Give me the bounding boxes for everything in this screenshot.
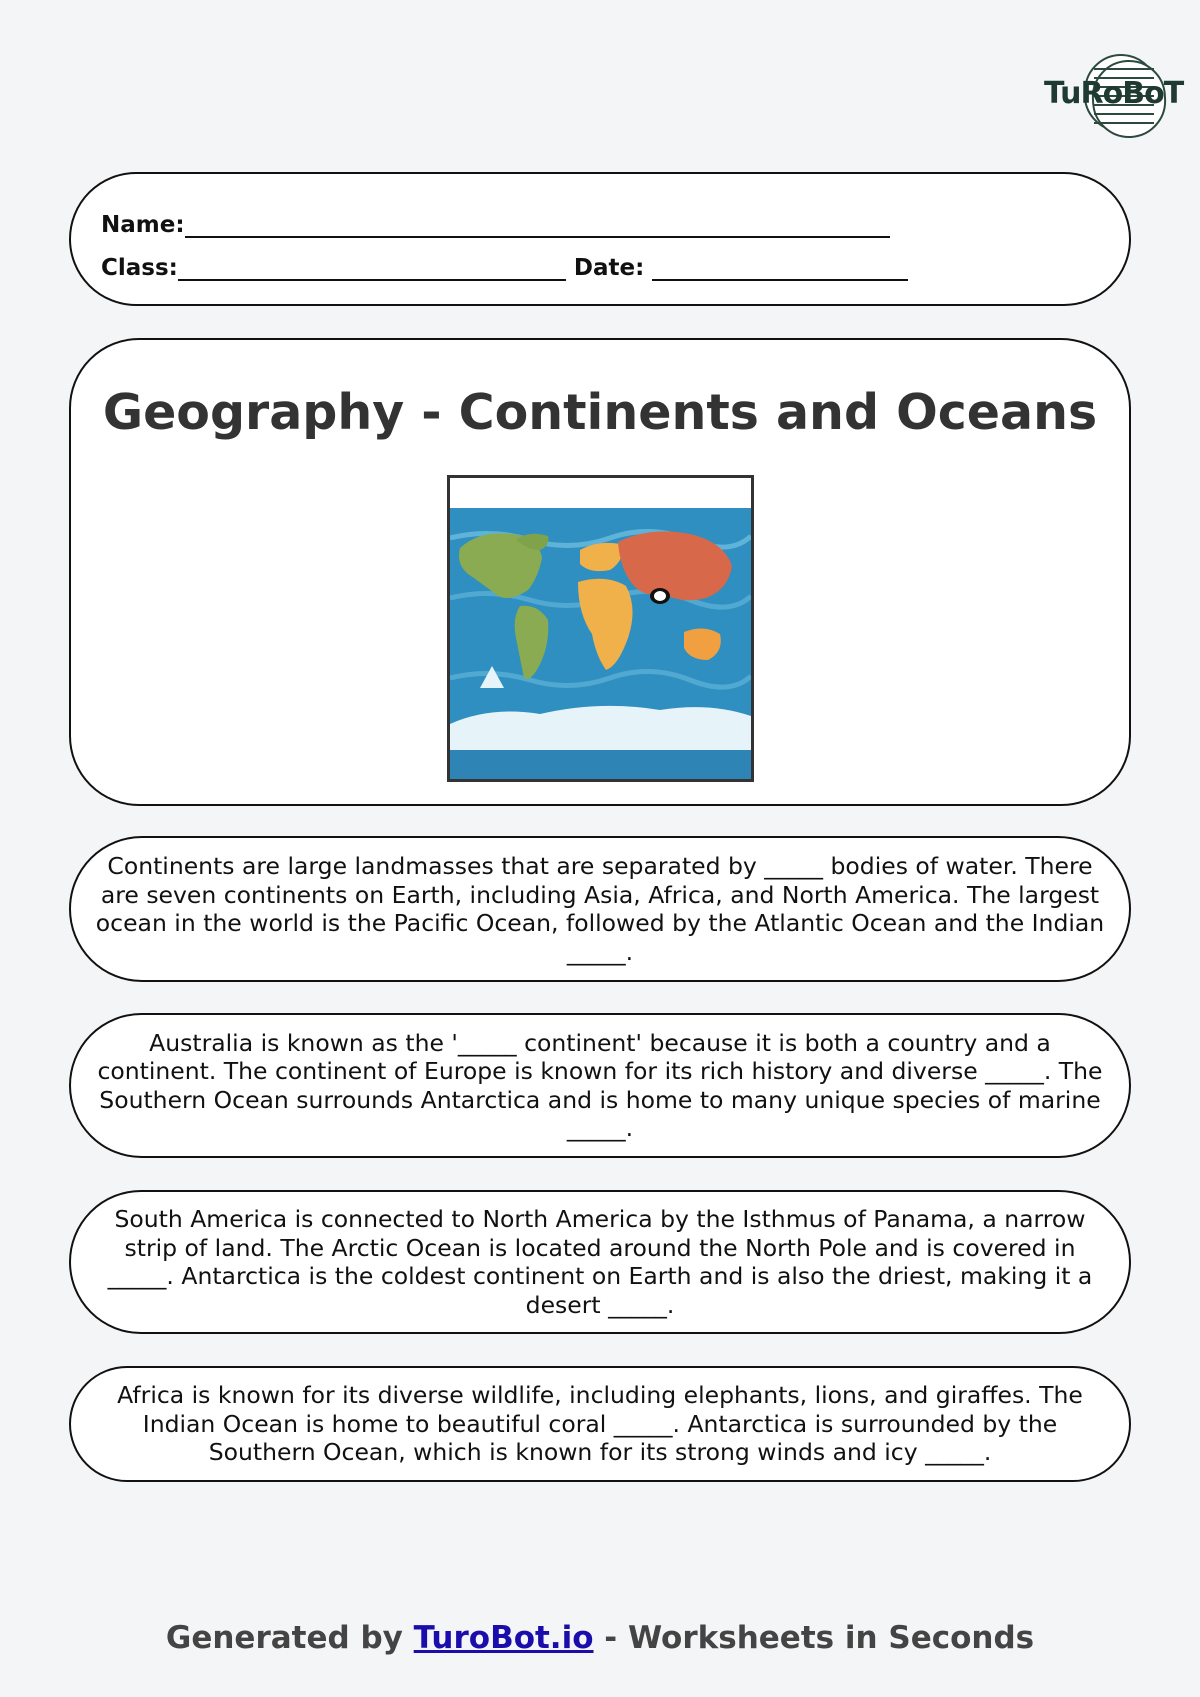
class-label: Class: [101, 255, 178, 281]
antarctica-shape [450, 706, 751, 750]
date-blank-line[interactable] [652, 257, 908, 281]
footer-prefix: Generated by [165, 1620, 414, 1656]
name-row [101, 212, 890, 238]
date-label: Date: [573, 255, 645, 281]
world-map-illustration [450, 478, 751, 779]
fill-in-paragraph-2 [69, 1013, 1131, 1158]
student-info-card [69, 172, 1131, 306]
logo-text: TuRoBoT [1044, 76, 1184, 111]
paragraph-text: Australia is known as the '_____ continent' because it is both a country and a continent. The continent of Europe is known for its rich history and diverse _____. The Southern Ocean surrounds Antarctica and is home to many unique species of marine _____. [97, 1028, 1103, 1142]
paragraph-text: Africa is known for its diverse wildlife, including elephants, lions, and giraffes. The Indian Ocean is home to beautiful coral _____. Antarctica is surrounded by the Southern Ocean, which is known for its strong winds and icy _____. [117, 1381, 1083, 1467]
paragraph-text: South America is connected to North America by the Isthmus of Panama, a narrow strip of land. The Arctic Ocean is located around the North Pole and is covered in _____. Antarctica is the coldest continent on Earth and is also the driest, making it a desert _____. [107, 1205, 1093, 1319]
world-map-image [447, 475, 754, 782]
turobot-logo [1044, 50, 1184, 136]
fill-in-paragraph-3 [69, 1190, 1131, 1334]
paragraph-text: Continents are large landmasses that are separated by _____ bodies of water. There are seven continents on Earth, including Asia, Africa, and North America. The largest ocean in the world is the Pacific Ocean, followed by the Atlantic Ocean and the Indian _____. [95, 852, 1105, 966]
worksheet-title: Geography - Continents and Oceans [102, 384, 1098, 441]
fill-in-paragraph-1 [69, 836, 1131, 982]
title-card [69, 338, 1131, 806]
name-blank-line[interactable] [185, 214, 890, 238]
footer [0, 1620, 1200, 1656]
fill-in-paragraph-4 [69, 1366, 1131, 1482]
name-label: Name: [101, 212, 185, 238]
class-date-row [101, 255, 908, 281]
footer-suffix: - Worksheets in Seconds [593, 1620, 1035, 1656]
class-blank-line[interactable] [178, 257, 566, 281]
turobot-link[interactable]: TuroBot.io [413, 1620, 594, 1656]
